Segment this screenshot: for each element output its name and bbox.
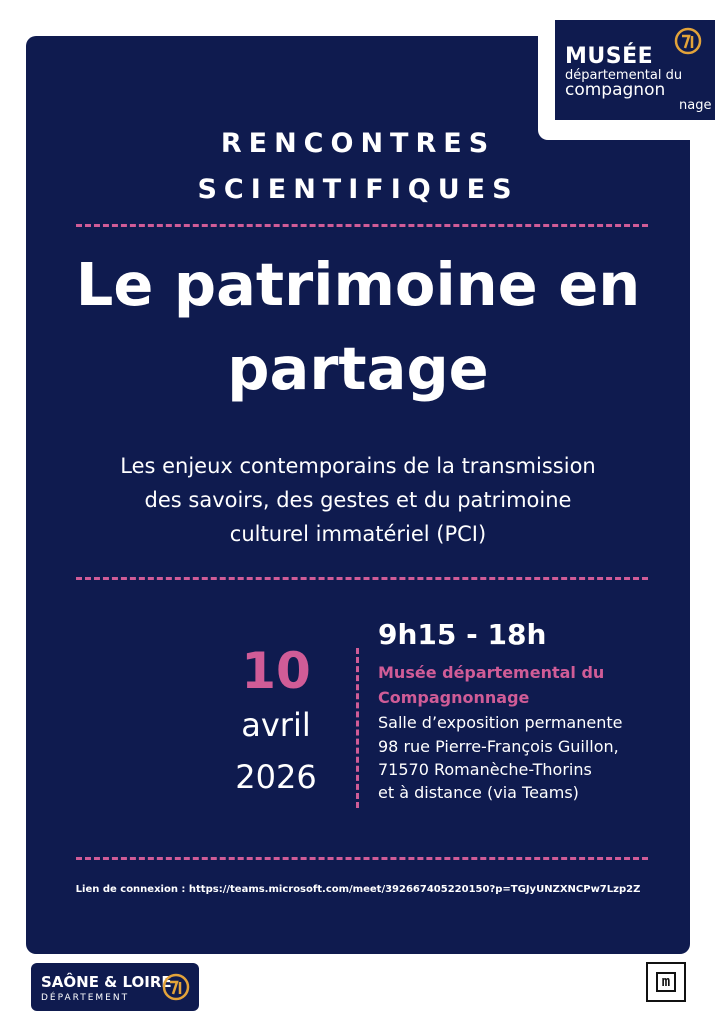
venue-line-1: Musée départemental du bbox=[378, 663, 605, 682]
logo-title: MUSÉE bbox=[565, 44, 654, 69]
subtitle-line-2: des savoirs, des gestes et du patrimoine bbox=[144, 488, 572, 512]
vertical-divider bbox=[356, 648, 359, 808]
event-month: avril bbox=[241, 706, 311, 744]
address-line-2: 98 rue Pierre-François Guillon, bbox=[378, 737, 619, 756]
department-label: DÉPARTEMENT bbox=[41, 993, 130, 1003]
71-badge-icon bbox=[161, 972, 191, 1002]
logo-word-nage: nage bbox=[679, 98, 712, 113]
address-line-4: et à distance (via Teams) bbox=[378, 783, 579, 802]
main-title bbox=[26, 243, 690, 411]
subtitle-line-3: culturel immatériel (PCI) bbox=[229, 522, 487, 546]
71-badge-icon bbox=[673, 26, 703, 56]
m-logo-letter: m bbox=[656, 972, 676, 992]
event-year: 2026 bbox=[235, 758, 317, 796]
divider-top bbox=[76, 224, 648, 227]
connection-link[interactable]: Lien de connexion : https://teams.microsoft.com/meet/392667405220150?p=TGJyUNZXNCPw7Lzp2Z bbox=[75, 884, 641, 895]
m-logo-icon bbox=[646, 962, 686, 1002]
divider-middle bbox=[76, 577, 648, 580]
subtitle-line-1: Les enjeux contemporains de la transmission bbox=[120, 454, 596, 478]
saone-et-loire-logo bbox=[31, 963, 199, 1011]
venue-line-2: Compagnonnage bbox=[378, 688, 530, 707]
museum-logo bbox=[555, 20, 715, 120]
department-name: SAÔNE & LOIRE bbox=[41, 973, 172, 991]
main-title-line-1: Le patrimoine en bbox=[75, 250, 641, 319]
event-venue bbox=[378, 660, 668, 710]
event-day: 10 bbox=[241, 642, 311, 700]
address-line-1: Salle d’exposition permanente bbox=[378, 713, 623, 732]
eyebrow-line-1: RENCONTRES bbox=[220, 128, 496, 159]
subtitle bbox=[60, 449, 656, 551]
event-time: 9h15 - 18h bbox=[378, 618, 547, 651]
logo-subtitle: départemental du bbox=[565, 68, 683, 83]
divider-bottom bbox=[76, 857, 648, 860]
eyebrow-line-2: SCIENTIFIQUES bbox=[197, 174, 519, 205]
address-line-3: 71570 Romanèche-Thorins bbox=[378, 760, 592, 779]
logo-word-compagnon: compagnon bbox=[565, 80, 666, 100]
main-title-line-2: partage bbox=[227, 334, 489, 403]
